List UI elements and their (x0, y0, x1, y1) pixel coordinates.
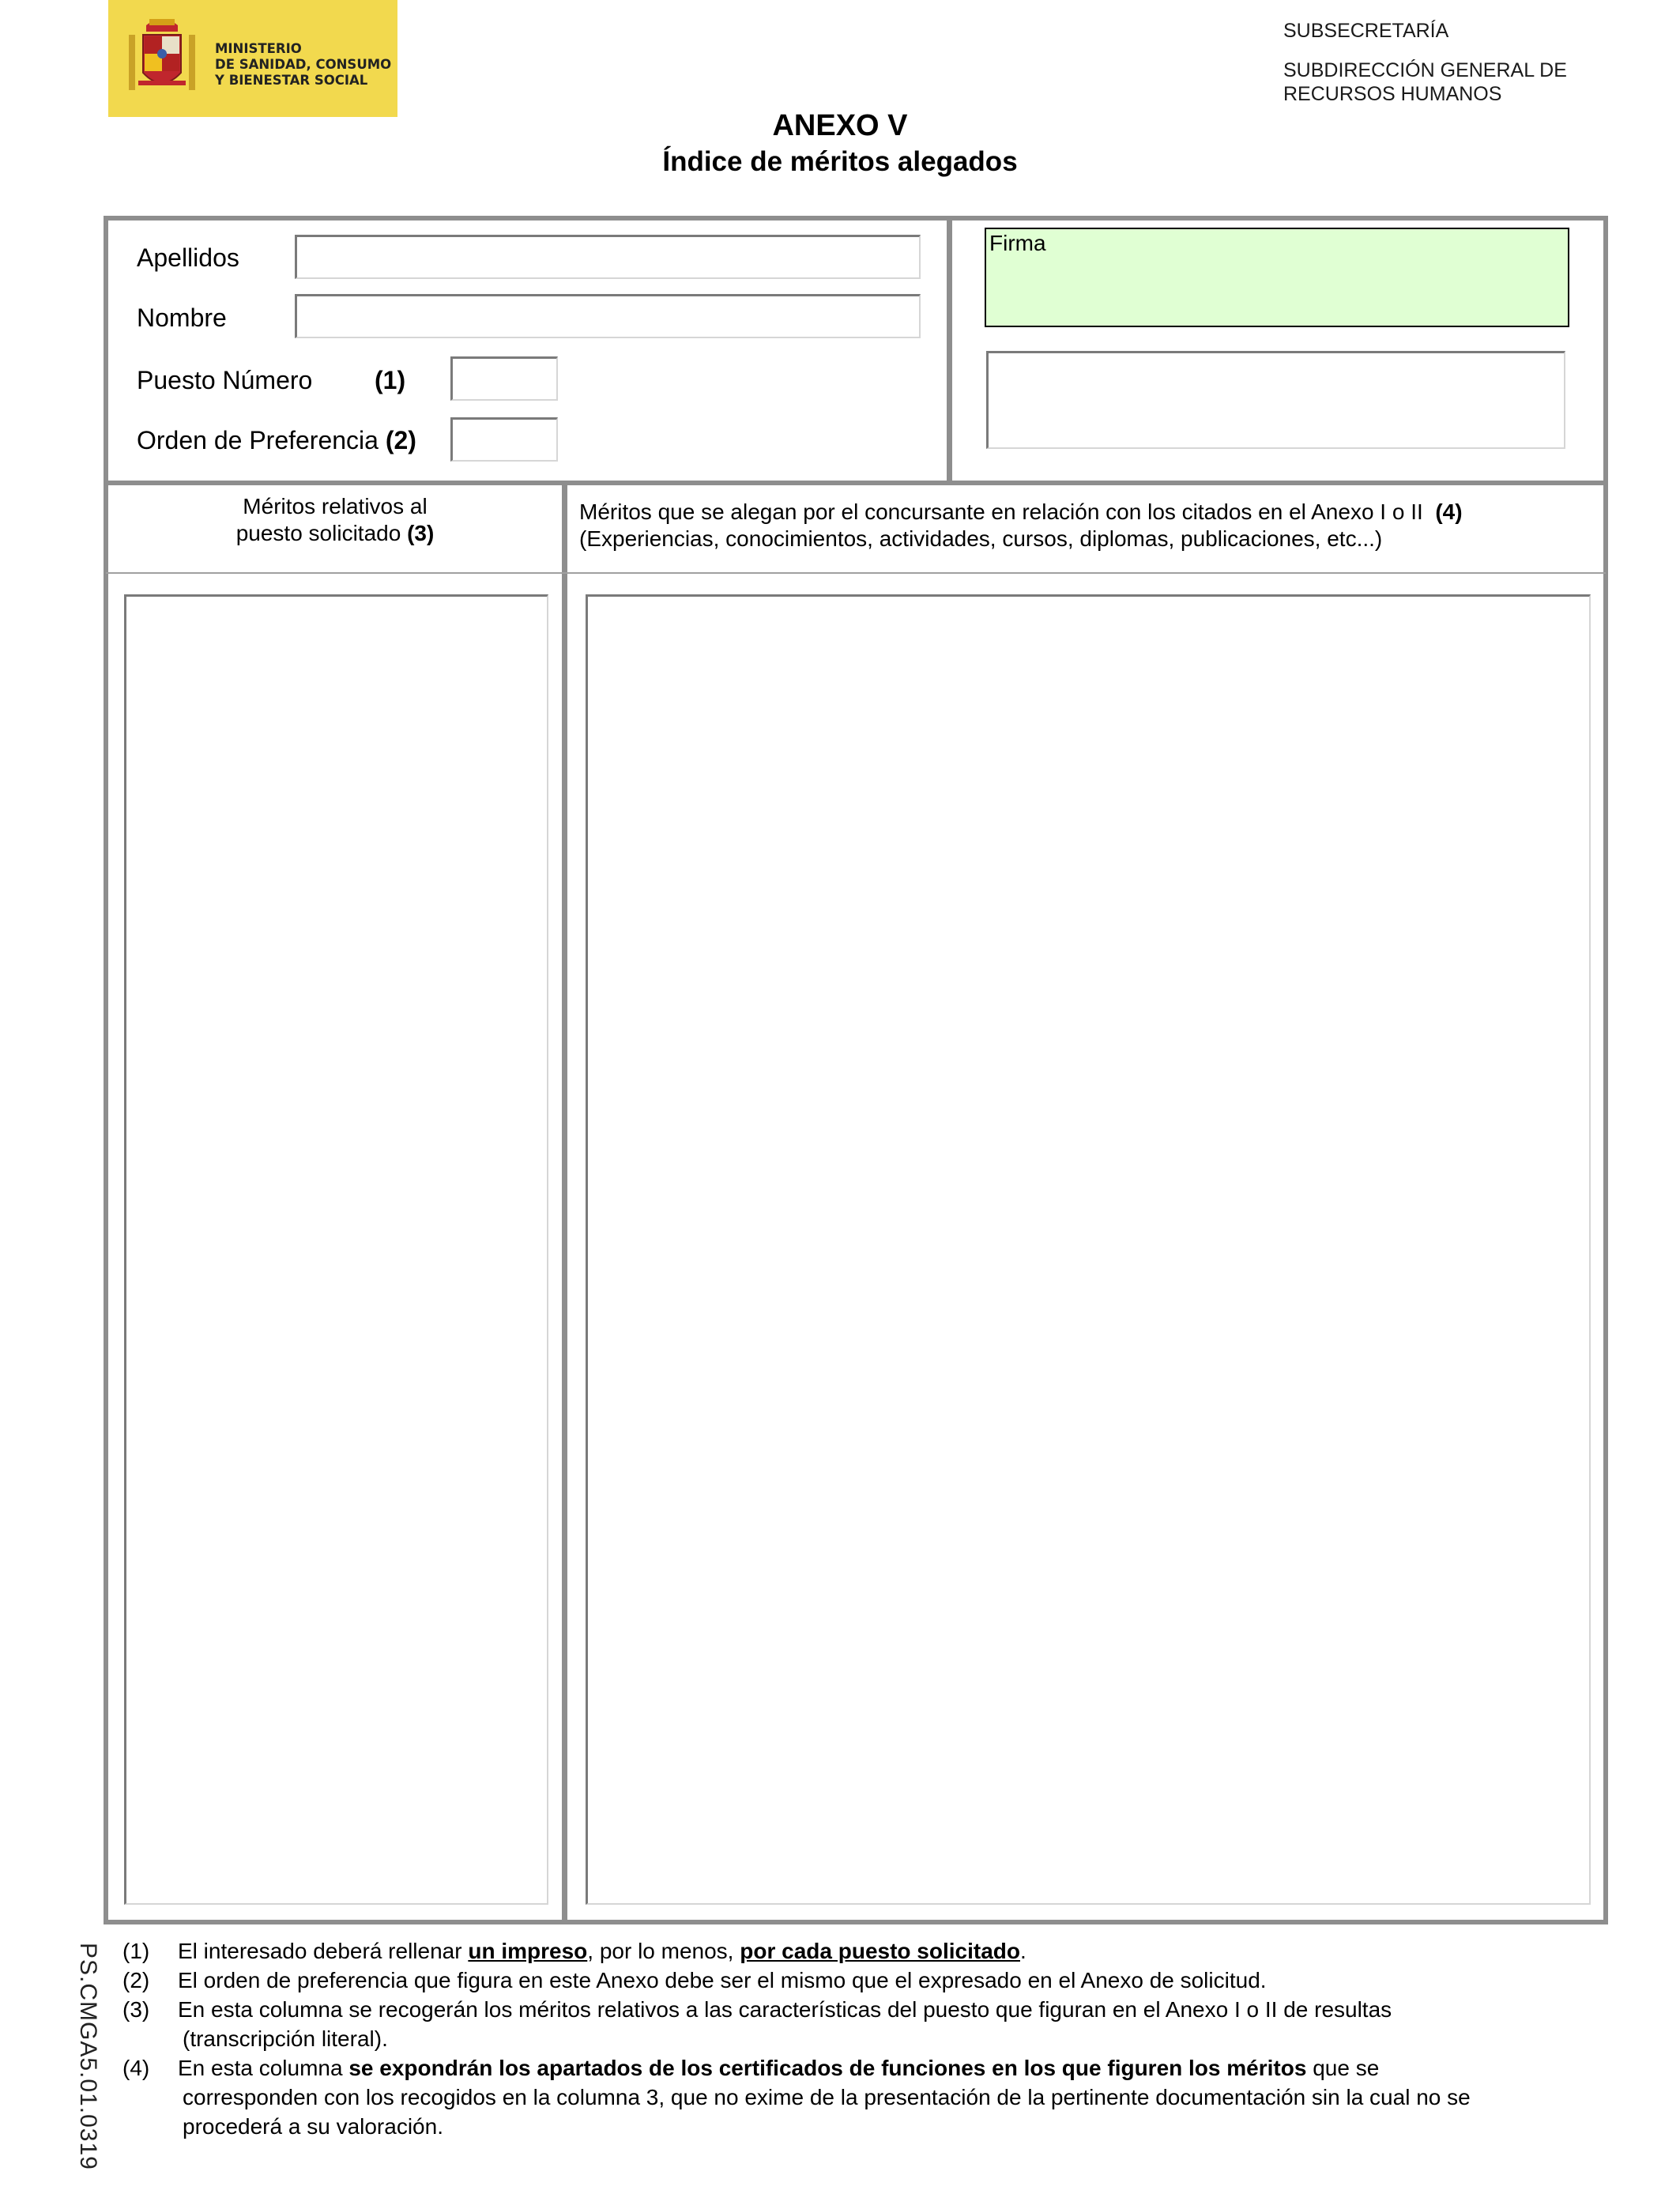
ministry-name: MINISTERIO DE SANIDAD, CONSUMO Y BIENESTAR SOCIAL (215, 41, 392, 88)
section-divider (106, 481, 1606, 485)
firma-label: Firma (989, 231, 1046, 255)
document-code: PS.CMGA5.01.0319 (75, 1943, 101, 2170)
header-row-divider (106, 572, 1606, 574)
meritos-alegados-textarea[interactable] (586, 594, 1591, 1905)
annex-subtitle: Índice de méritos alegados (662, 146, 1018, 177)
column-divider (562, 484, 567, 1922)
footnote-1: (1) El interesado deberá rellenar un impreso, por lo menos, por cada puesto solicitado. (122, 1939, 1026, 1963)
firma-box[interactable] (985, 228, 1569, 327)
puesto-label: Puesto Número (137, 366, 313, 394)
annex-title: ANEXO V (772, 109, 908, 142)
orden-preferencia-input[interactable] (450, 417, 558, 462)
footnote-2: (2) El orden de preferencia que figura en este Anexo debe ser el mismo que el expresado en el Anexo de solicitud. (122, 1968, 1267, 1992)
column-header-right: Méritos que se alegan por el concursante en relación con los citados en el Anexo I o II (4) (Experiencias, conocimientos, actividades, cursos, diplomas, publicaciones, etc...) (579, 499, 1463, 551)
column-header-left: Méritos relativos al puesto solicitado (3) (235, 494, 435, 545)
footnotes (122, 1936, 1608, 2141)
apellidos-input[interactable] (295, 235, 921, 279)
ministry-logo (108, 0, 397, 117)
puesto-numero-input[interactable] (450, 356, 558, 401)
unit-subdireccion: SUBDIRECCIÓN GENERAL DE RECURSOS HUMANOS (1283, 59, 1567, 105)
puesto-ref: (1) (375, 366, 406, 394)
coat-of-arms-icon (122, 11, 202, 106)
firma-secondary-field[interactable] (986, 351, 1565, 449)
footnote-3: (3) En esta columna se recogerán los méritos relativos a las características del puesto que figuran en el Anexo I o II de resultas (transcripción literal). (122, 1997, 1392, 2051)
orden-label: Orden de Preferencia (2) (137, 426, 416, 454)
meritos-puesto-textarea[interactable] (124, 594, 548, 1905)
unit-subsecretaria: SUBSECRETARÍA (1283, 20, 1449, 42)
top-divider (947, 218, 952, 484)
footnote-4: (4) En esta columna se expondrán los apartados de los certificados de funciones en los que figuren los méritos que se corresponden con los recogidos en la columna 3, que no exime de la presentación de la pertinente documentación sin la cual no se procederá a su valoración. (122, 2056, 1471, 2139)
nombre-label: Nombre (137, 303, 227, 332)
apellidos-label: Apellidos (137, 243, 239, 272)
nombre-input[interactable] (295, 294, 921, 338)
